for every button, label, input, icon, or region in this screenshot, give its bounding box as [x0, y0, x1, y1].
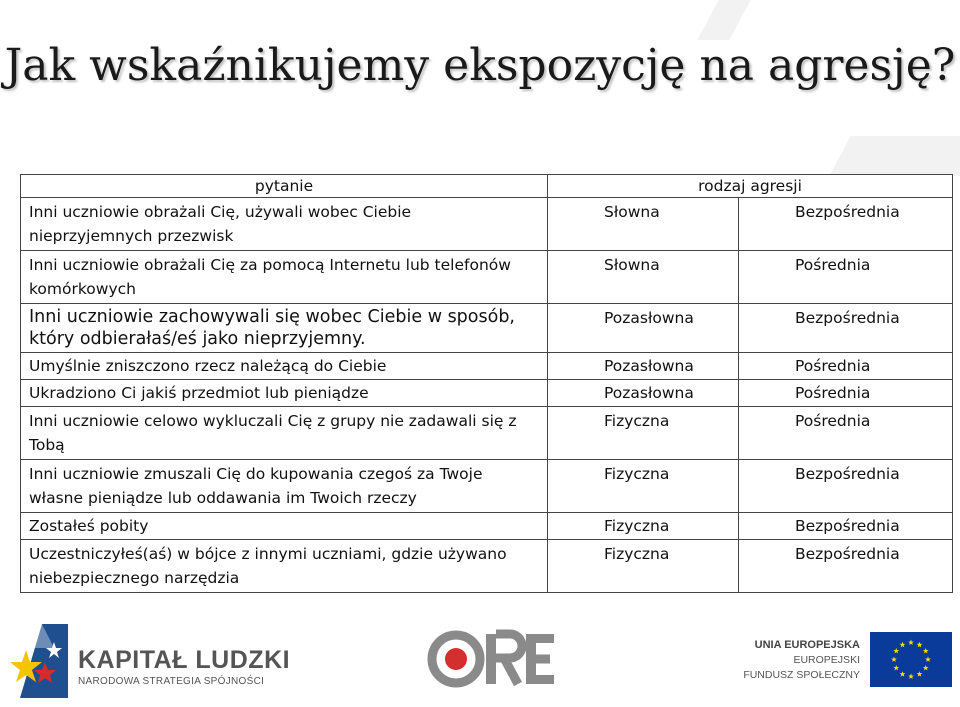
question-cell: Uczestniczyłeś(aś) w bójce z innymi uczniami, gdzie używano niebezpiecznego narzędzia	[21, 540, 548, 593]
form-cell: Pozasłowna	[548, 380, 739, 407]
directness-cell: Bezpośrednia	[739, 513, 953, 540]
table-row	[21, 513, 953, 540]
table-row	[21, 198, 953, 251]
directness-cell: Pośrednia	[739, 407, 953, 460]
form-cell: Fizyczna	[548, 407, 739, 460]
question-cell: Umyślnie zniszczono rzecz należącą do Ciebie	[21, 353, 548, 380]
eu-text-block	[743, 638, 860, 683]
table-row	[21, 380, 953, 407]
table-row	[21, 460, 953, 513]
form-cell: Słowna	[548, 198, 739, 251]
directness-cell: Bezpośrednia	[739, 460, 953, 513]
question-cell: Inni uczniowie obrażali Cię, używali wobec Ciebie nieprzyjemnych przezwisk	[21, 198, 548, 251]
form-cell: Pozasłowna	[548, 353, 739, 380]
kapital-ludzki-name: KAPITAŁ LUDZKI	[78, 646, 291, 674]
kapital-ludzki-subtitle: NARODOWA STRATEGIA SPÓJNOŚCI	[78, 676, 265, 687]
aggression-table	[20, 174, 953, 593]
eu-flag-icon	[870, 632, 952, 687]
table-row	[21, 251, 953, 304]
table-row	[21, 407, 953, 460]
table-header-row	[21, 175, 953, 198]
eu-line-3: FUNDUSZ SPOŁECZNY	[743, 669, 860, 681]
question-cell: Zostałeś pobity	[21, 513, 548, 540]
kapital-ludzki-logo-icon	[8, 618, 70, 698]
background-shape-right	[829, 136, 960, 176]
form-cell: Słowna	[548, 251, 739, 304]
background-shape-top	[697, 0, 750, 40]
question-cell: Inni uczniowie zachowywali się wobec Ciebie w sposób, który odbierałaś/eś jako nieprzyjemny.	[21, 304, 548, 353]
question-cell: Inni uczniowie zmuszali Cię do kupowania czegoś za Twoje własne pieniądze lub oddawania im Twoich rzeczy	[21, 460, 548, 513]
directness-cell: Bezpośrednia	[739, 198, 953, 251]
directness-cell: Pośrednia	[739, 380, 953, 407]
directness-cell: Bezpośrednia	[739, 540, 953, 593]
ore-logo-icon	[426, 626, 556, 692]
header-aggression-type: rodzaj agresji	[548, 175, 953, 198]
question-cell: Inni uczniowie obrażali Cię za pomocą Internetu lub telefonów komórkowych	[21, 251, 548, 304]
eu-line-1: UNIA EUROPEJSKA	[754, 639, 860, 651]
form-cell: Pozasłowna	[548, 304, 739, 353]
table-row	[21, 540, 953, 593]
directness-cell: Bezpośrednia	[739, 304, 953, 353]
form-cell: Fizyczna	[548, 460, 739, 513]
form-cell: Fizyczna	[548, 540, 739, 593]
eu-line-2: EUROPEJSKI	[793, 654, 860, 666]
table-row	[21, 353, 953, 380]
slide-title: Jak wskaźnikujemy ekspozycję na agresję?	[4, 40, 956, 91]
directness-cell: Pośrednia	[739, 353, 953, 380]
footer-logos	[0, 610, 960, 707]
question-cell: Ukradziono Ci jakiś przedmiot lub pieniądze	[21, 380, 548, 407]
directness-cell: Pośrednia	[739, 251, 953, 304]
question-cell: Inni uczniowie celowo wykluczali Cię z grupy nie zadawali się z Tobą	[21, 407, 548, 460]
header-question: pytanie	[21, 175, 548, 198]
form-cell: Fizyczna	[548, 513, 739, 540]
table-row	[21, 304, 953, 353]
